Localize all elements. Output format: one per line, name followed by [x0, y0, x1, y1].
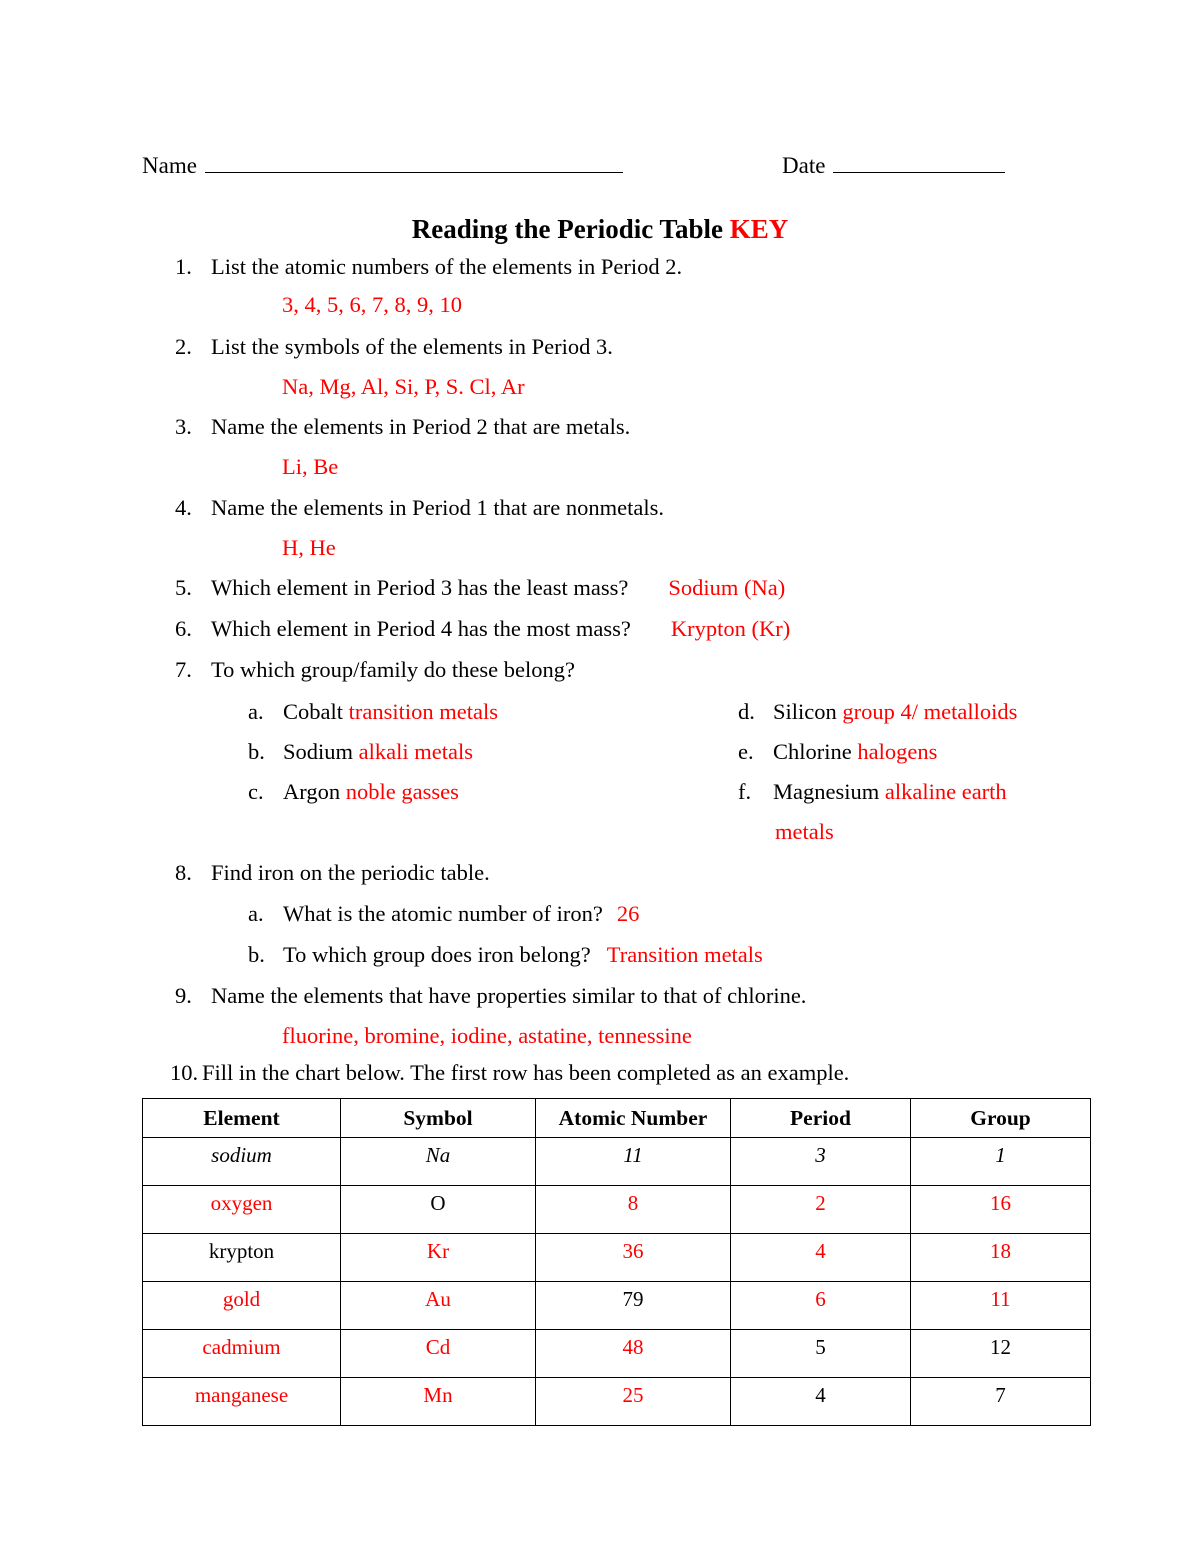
table-row: [143, 1138, 1091, 1186]
question-1-number: 1.: [175, 254, 192, 279]
cell-group[interactable]: 18: [911, 1234, 1091, 1282]
question-5-number: 5.: [175, 575, 192, 600]
cell-group[interactable]: 1: [911, 1138, 1091, 1186]
cell-atomic-number[interactable]: 25: [536, 1378, 731, 1426]
question-7-item-f-letter: f.: [738, 779, 752, 804]
cell-element[interactable]: krypton: [143, 1234, 341, 1282]
cell-symbol[interactable]: Au: [341, 1282, 536, 1330]
question-7-text: To which group/family do these belong?: [211, 657, 575, 682]
question-7-item-e: [738, 739, 937, 765]
cell-element[interactable]: gold: [143, 1282, 341, 1330]
question-3: [175, 414, 630, 440]
question-8-item-b-prompt: To which group does iron belong?: [283, 942, 591, 967]
question-7-item-f: [738, 779, 1007, 805]
answer-2: Na, Mg, Al, Si, P, S. Cl, Ar: [282, 374, 525, 399]
cell-period[interactable]: 5: [731, 1330, 911, 1378]
question-7-item-a: [248, 699, 498, 725]
question-7-item-d: [738, 699, 1017, 725]
question-4-text: Name the elements in Period 1 that are nonmetals.: [211, 495, 664, 520]
cell-period[interactable]: 2: [731, 1186, 911, 1234]
column-header-element: Element: [143, 1099, 341, 1138]
question-9-text: Name the elements that have properties similar to that of chlorine.: [211, 983, 807, 1008]
question-9-number: 9.: [175, 983, 192, 1008]
page-title: [0, 214, 1200, 245]
cell-group[interactable]: 12: [911, 1330, 1091, 1378]
student-info-header: [142, 152, 1042, 186]
question-8-item-a-letter: a.: [248, 901, 264, 926]
cell-atomic-number[interactable]: 48: [536, 1330, 731, 1378]
question-8-item-b: [248, 942, 763, 968]
question-6: [175, 616, 790, 642]
question-1: [175, 254, 682, 280]
page-title-main: Reading the Periodic Table: [411, 214, 730, 244]
question-5-text: Which element in Period 3 has the least mass?: [211, 575, 629, 600]
answer-9: fluorine, bromine, iodine, astatine, tennessine: [282, 1023, 692, 1048]
table-header-row: [143, 1099, 1091, 1138]
table-row: [143, 1186, 1091, 1234]
table-row: [143, 1330, 1091, 1378]
question-7-item-a-answer: transition metals: [348, 699, 498, 724]
question-4: [175, 495, 664, 521]
answer-6: Krypton (Kr): [670, 616, 791, 641]
question-7-item-d-prompt: Silicon: [773, 699, 843, 724]
question-7-item-e-answer: halogens: [857, 739, 938, 764]
question-7: [175, 657, 575, 683]
question-6-text: Which element in Period 4 has the most mass?: [211, 616, 631, 641]
column-header-atomic-number: Atomic Number: [536, 1099, 731, 1138]
question-3-text: Name the elements in Period 2 that are metals.: [211, 414, 631, 439]
cell-symbol[interactable]: O: [341, 1186, 536, 1234]
cell-period[interactable]: 4: [731, 1234, 911, 1282]
name-blank-line[interactable]: [205, 155, 623, 173]
cell-symbol[interactable]: Kr: [341, 1234, 536, 1282]
cell-element[interactable]: oxygen: [143, 1186, 341, 1234]
question-8-text: Find iron on the periodic table.: [211, 860, 490, 885]
question-9: [175, 983, 806, 1009]
question-7-item-c: [248, 779, 459, 805]
question-7-item-f-answer-wrap: metals: [775, 819, 834, 844]
question-7-number: 7.: [175, 657, 192, 682]
answer-5: Sodium (Na): [668, 575, 786, 600]
answer-3: Li, Be: [282, 454, 339, 479]
question-3-number: 3.: [175, 414, 192, 439]
question-7-item-f-prompt: Magnesium: [773, 779, 885, 804]
question-7-item-d-answer: group 4/ metalloids: [842, 699, 1018, 724]
question-7-item-a-prompt: Cobalt: [283, 699, 349, 724]
question-7-item-e-prompt: Chlorine: [773, 739, 858, 764]
cell-symbol[interactable]: Cd: [341, 1330, 536, 1378]
column-header-period: Period: [731, 1099, 911, 1138]
question-2-number: 2.: [175, 334, 192, 359]
question-7-item-a-letter: a.: [248, 699, 264, 724]
question-7-item-c-prompt: Argon: [283, 779, 346, 804]
column-header-group: Group: [911, 1099, 1091, 1138]
element-chart-table: [142, 1098, 1091, 1426]
question-6-number: 6.: [175, 616, 192, 641]
cell-group[interactable]: 7: [911, 1378, 1091, 1426]
cell-period[interactable]: 3: [731, 1138, 911, 1186]
question-10: [170, 1060, 849, 1086]
table-body: [143, 1138, 1091, 1426]
question-10-text: Fill in the chart below. The first row has been completed as an example.: [202, 1060, 850, 1085]
question-7-item-b-answer: alkali metals: [358, 739, 473, 764]
question-8-item-a-prompt: What is the atomic number of iron?: [283, 901, 603, 926]
question-7-item-b: [248, 739, 473, 765]
question-1-text: List the atomic numbers of the elements in Period 2.: [211, 254, 683, 279]
cell-symbol[interactable]: Na: [341, 1138, 536, 1186]
question-7-item-f-answer: alkaline earth: [884, 779, 1007, 804]
question-8: [175, 860, 490, 886]
question-4-number: 4.: [175, 495, 192, 520]
cell-period[interactable]: 6: [731, 1282, 911, 1330]
name-label: Name: [142, 153, 197, 178]
question-2: [175, 334, 613, 360]
question-7-item-e-letter: e.: [738, 739, 754, 764]
question-7-item-b-letter: b.: [248, 739, 265, 764]
cell-atomic-number[interactable]: 79: [536, 1282, 731, 1330]
date-label: Date: [782, 153, 826, 178]
column-header-symbol: Symbol: [341, 1099, 536, 1138]
date-blank-line[interactable]: [833, 155, 1005, 173]
date-field-group: [782, 152, 1005, 180]
page-title-key-badge: KEY: [729, 214, 789, 244]
table-row: [143, 1234, 1091, 1282]
question-7-item-c-letter: c.: [248, 779, 264, 804]
answer-4: H, He: [282, 535, 336, 560]
cell-element[interactable]: manganese: [143, 1378, 341, 1426]
table-row: [143, 1282, 1091, 1330]
question-5: [175, 575, 785, 601]
cell-element[interactable]: cadmium: [143, 1330, 341, 1378]
question-8-item-a-answer: 26: [616, 901, 640, 926]
question-7-item-c-answer: noble gasses: [345, 779, 459, 804]
table-row: [143, 1378, 1091, 1426]
cell-group[interactable]: 16: [911, 1186, 1091, 1234]
question-2-text: List the symbols of the elements in Period 3.: [211, 334, 613, 359]
cell-atomic-number[interactable]: 36: [536, 1234, 731, 1282]
cell-symbol[interactable]: Mn: [341, 1378, 536, 1426]
cell-period[interactable]: 4: [731, 1378, 911, 1426]
question-8-number: 8.: [175, 860, 192, 885]
question-8-item-a: [248, 901, 639, 927]
cell-atomic-number[interactable]: 11: [536, 1138, 731, 1186]
question-10-number: 10.: [170, 1060, 199, 1085]
question-7-item-d-letter: d.: [738, 699, 755, 724]
cell-atomic-number[interactable]: 8: [536, 1186, 731, 1234]
cell-group[interactable]: 11: [911, 1282, 1091, 1330]
cell-element[interactable]: sodium: [143, 1138, 341, 1186]
question-7-item-b-prompt: Sodium: [283, 739, 359, 764]
answer-1: 3, 4, 5, 6, 7, 8, 9, 10: [282, 292, 462, 317]
question-8-item-b-letter: b.: [248, 942, 265, 967]
question-8-item-b-answer: Transition metals: [606, 942, 763, 967]
